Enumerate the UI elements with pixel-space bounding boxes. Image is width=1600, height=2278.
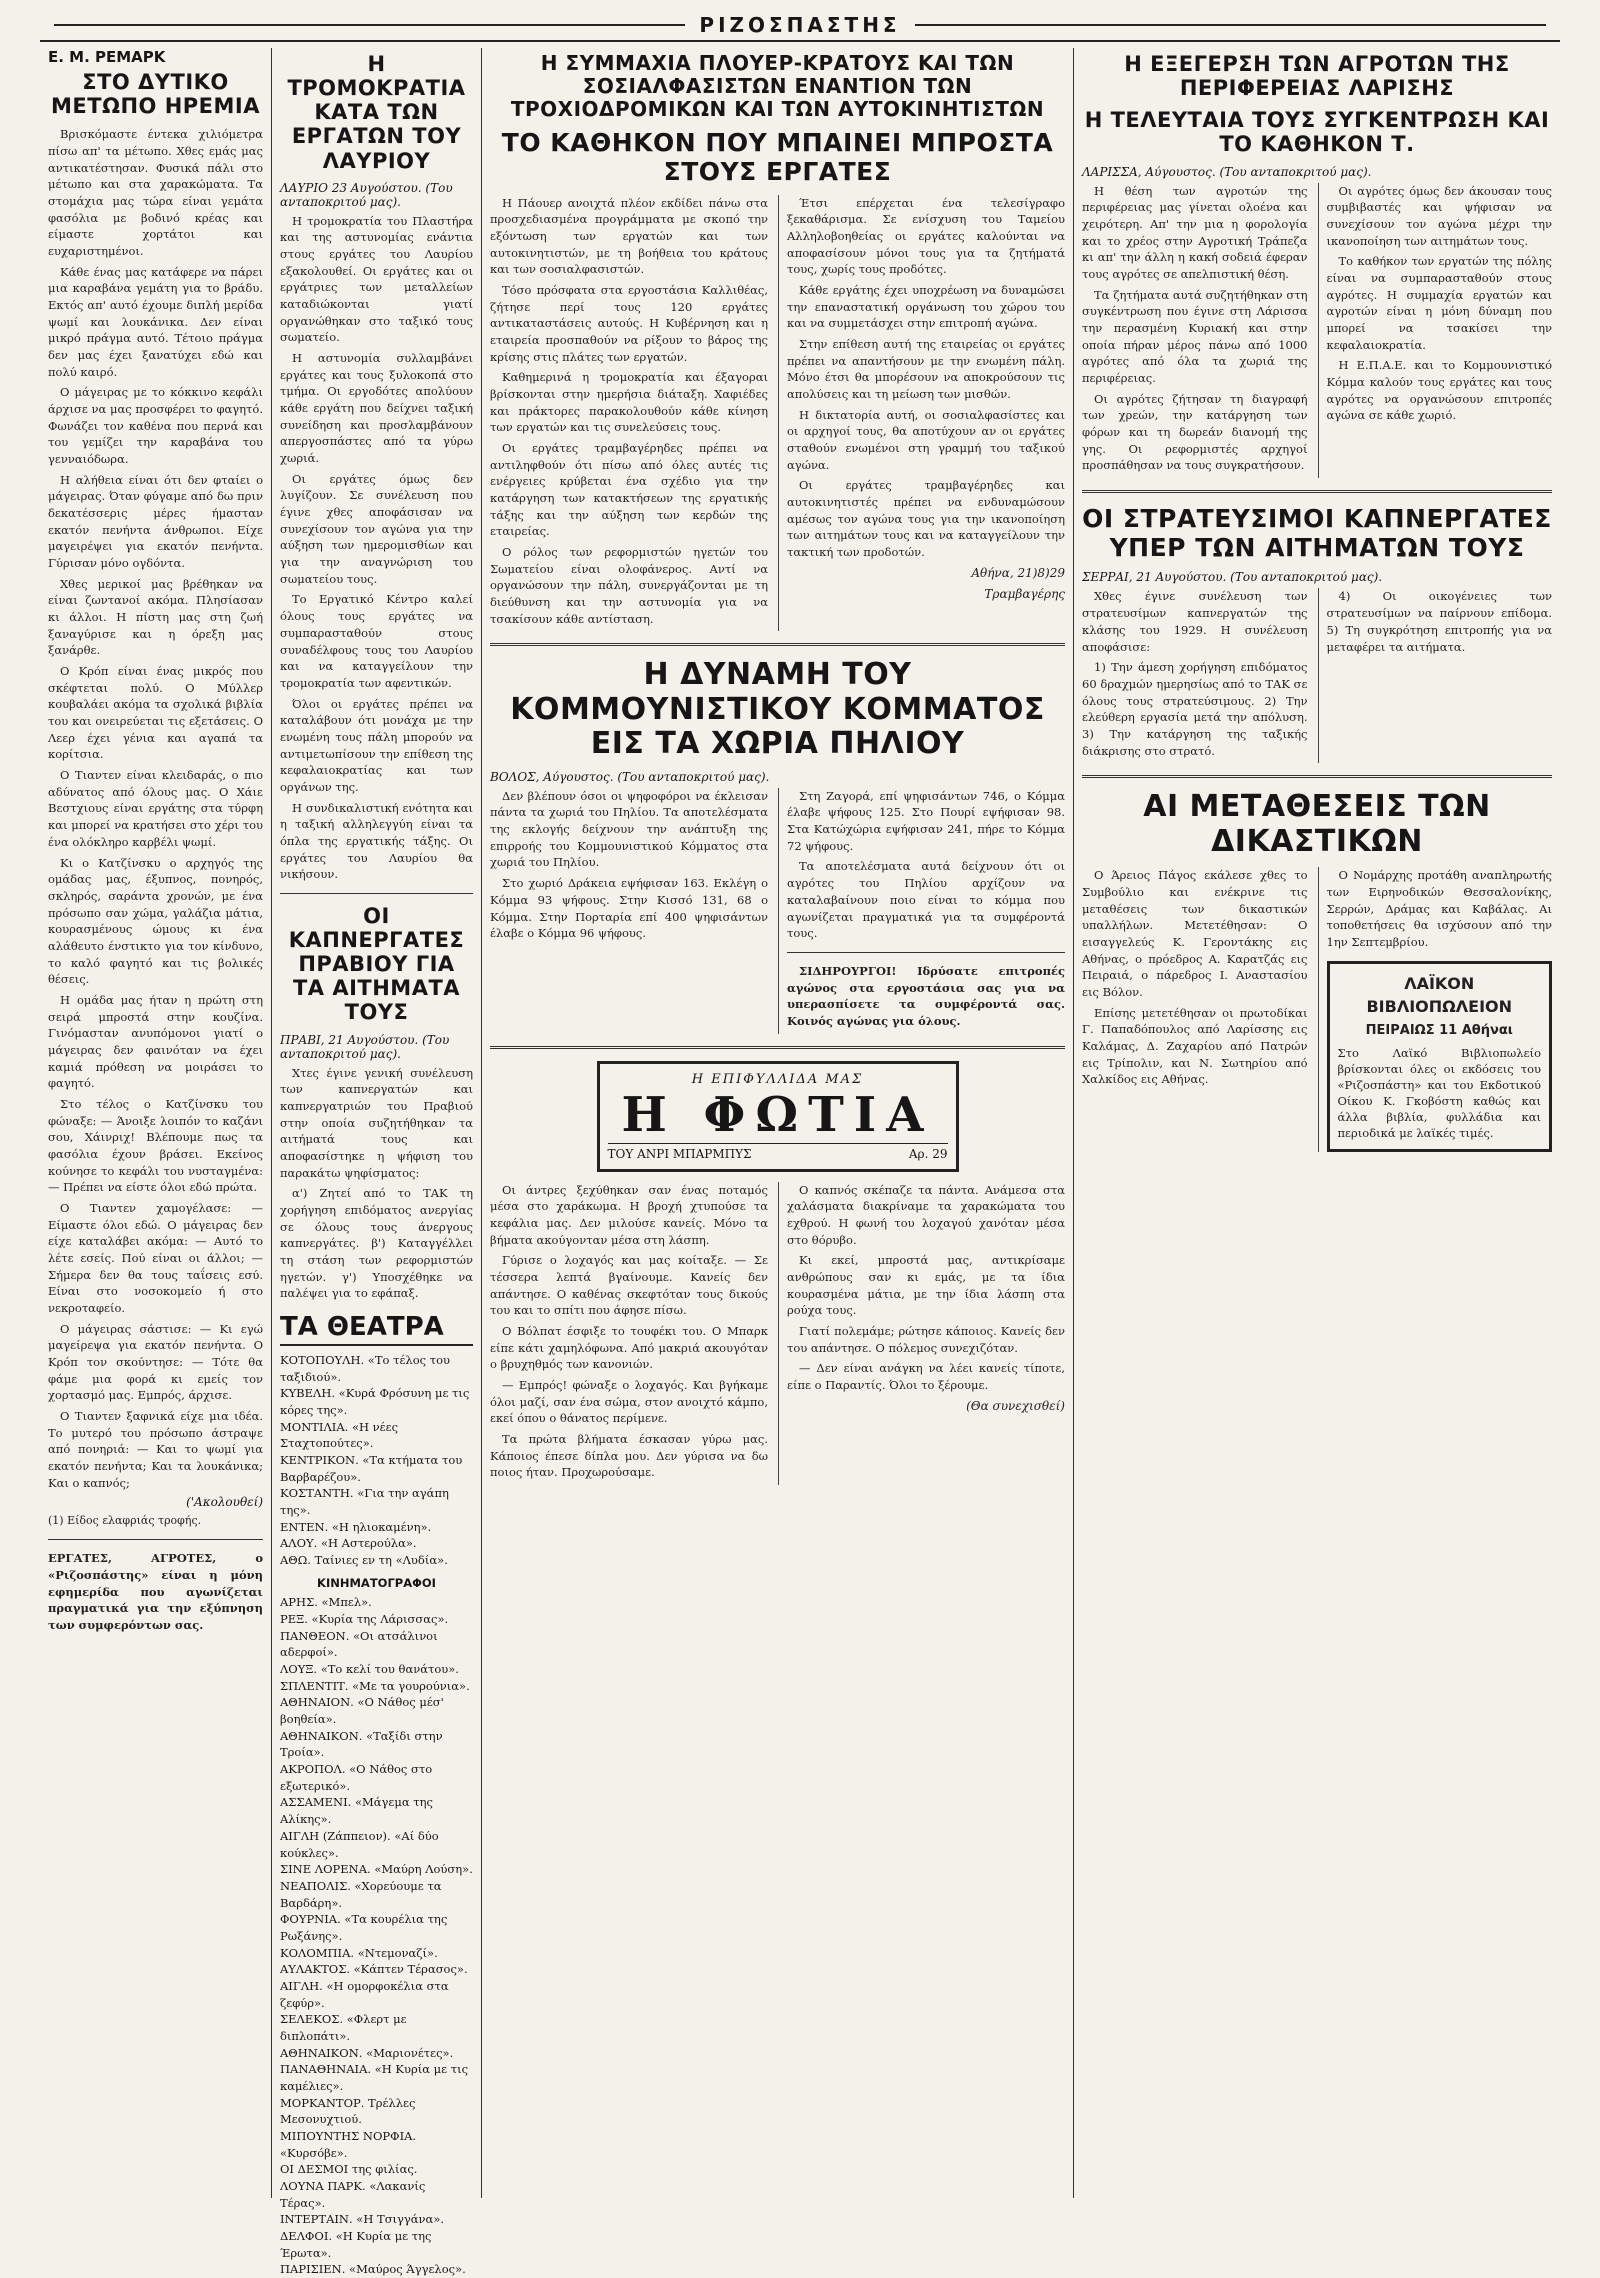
- divider: [490, 1046, 1065, 1049]
- cinema-header: ΚΙΝΗΜΑΤΟΓΡΑΦΟΙ: [317, 1575, 436, 1590]
- masthead-rule-left: [54, 24, 685, 26]
- listing-item: ΚΥΒΕΛΗ. «Κυρά Φρόσυνη με τις κόρες της».: [280, 1386, 470, 1418]
- paragraph: Κι εκεί, μπροστά μας, αντικρίσαμε ανθρώπους σαν κι εμάς, με τα ίδια κουρασμένα μάτια, με την ίδια λάσπη στα ρούχα τους.: [787, 1253, 1065, 1318]
- listing-item: ΜΟΝΤΙΛΙΑ. «Η νέες Σταχτοπούτες».: [280, 1419, 399, 1451]
- paragraph: Η θέση των αγροτών της περιφέρειας μας γίνεται ολοένα και χειρότερη. Απ' την μια η φορολογία και το χρέος στην Αγροτική Τράπεζα κι απ' την άλλη η κακή σοδειά έφεραν τους αγρότες σε απελπιστική θέση.: [1082, 183, 1308, 281]
- paragraph: Στο χωριό Δράκεια εψήφισαν 163. Εκλέγη ο Κόμμα 93 ψήφους. Στην Κισσό 131, 68 ο Κόμμα. Στην Πορταρία επί 400 ψηφισάντων έλαβε ο Κόμμα 96 ψήφους.: [490, 876, 768, 941]
- section-heading: ΤΑ ΘΕΑΤΡΑ: [280, 1312, 473, 1346]
- signature-date: Αθήνα, 21)8)29: [971, 565, 1065, 580]
- listing-item: ΕΝΤΕΝ. «Η ηλιοκαμένη».: [280, 1519, 432, 1534]
- bookshop-ad: [1327, 961, 1553, 1153]
- serial-banner: [597, 1061, 959, 1172]
- listing-item: ΑΚΡΟΠΟΛ. «Ο Νάθος στο εξωτερικό».: [280, 1762, 433, 1793]
- listing-item: ΑΥΛΑΚΤΟΣ. «Κάπτεν Τέρασος».: [280, 1962, 468, 1977]
- paragraph: Στη Ζαγορά, επί ψηφισάντων 746, ο Κόμμα έλαβε ψήφους 125. Στο Πουρί εψήφισαν 98. Στα Κατώχώρια εψήφισαν 241, πήρε το Κόμμα 72 ψήφους.: [787, 788, 1065, 853]
- serial-number: Αρ. 29: [908, 1146, 948, 1161]
- listing-item: ΑΘΗΝΑΙΚΟΝ. «Ταξίδι στην Τροία».: [280, 1728, 443, 1760]
- paragraph: Κι ο Κατζίνσκυ ο αρχηγός της ομάδας μας, έξυπνος, πονηρός, σκληρός, σαράντα χρονών, με ένα πρόσωπο σαν χώμα, γαλάζια μάτια, κουρασμένους ώμους κι ένα αλάθευτο ένστικτο για τον κίνδυνο, το καλό φαγητό και τις βολικές θέσεις.: [48, 855, 263, 987]
- paragraph: Βρισκόμαστε έντεκα χιλιόμετρα πίσω απ' τα μέτωπο. Χθες εμάς μας αντικατέστησαν. Φυσικά πάλι στο μέτωπο και στα χαρακώματα. Τα στομάχια μας τώρα είναι γεμάτα φασόλια με βοδινό κρέας και είμαστε χορτάτοι και ευχαριστημένοι.: [48, 127, 263, 258]
- paragraph: Ο Βόλπατ έσφιξε το τουφέκι του. Ο Μπαρκ είπε κάτι χαμηλόφωνα. Από μακριά ακουγόταν ο βρυχηθμός των κανονιών.: [490, 1323, 768, 1372]
- article-headline: Η ΣΥΜΜΑΧΙΑ ΠΛΟΥΕΡ-ΚΡΑΤΟΥΣ ΚΑΙ ΤΩΝ ΣΟΣΙΑΛΦΑΣΙΣΤΩΝ ΕΝΑΝΤΙΟΝ ΤΩΝ ΤΡΟΧΙΟΔΡΟΜΙΚΩΝ ΚΑΙ ΤΩΝ ΑΥΤΟΚΙΝΗΤΙΣΤΩΝ: [510, 51, 1045, 121]
- paragraph: 1) Την άμεση χορήγηση επιδόματος 60 δραχμών ημερησίως από το ΤΑΚ σε όλους τους στρατεύσιμους. 2) Την ελεύθερη εργασία μετά την απόλυση. 3) Την κατάργηση της ταξικής διάκρισης στο στρατό.: [1082, 660, 1308, 758]
- listing-item: ΠΑΡΙΣΙΕΝ. «Μαύρος Άγγελος».: [280, 2262, 466, 2277]
- paragraph: Οι εργάτες τραμβαγέρηδες και αυτοκινητιστές πρέπει να ενδυναμώσουν αμέσως τον αγώνα τους για την ικανοποίηση των αιτημάτων τους και να καταγγείλουν την τακτική των προδοτών.: [787, 478, 1065, 559]
- article-body: [280, 213, 473, 883]
- listing-item: ΑΘΗΝΑΙΟΝ. «Ο Νάθος μέσ' βοηθεία».: [280, 1695, 444, 1727]
- listing-item: ΑΘΗΝΑΙΚΟΝ. «Μαριονέτες».: [280, 2045, 454, 2060]
- paragraph: Οι εργάτες τραμβαγέρηδες πρέπει να αντιληφθούν ότι πίσω από όλες αυτές τις ενέργειες κρύβεται ένα σχέδιο για την κατάργηση των κατακτήσεων της εργατικής τάξης και την αύξηση των κερδών της εταιρείας.: [490, 440, 768, 539]
- article-body: [280, 1065, 473, 1302]
- continued-note: ('Ακολουθεί): [186, 1495, 263, 1510]
- article-headline: ΑΙ ΜΕΤΑΘΕΣΕΙΣ ΤΩΝ ΔΙΚΑΣΤΙΚΩΝ: [1143, 789, 1491, 859]
- listing-item: ΟΙ ΔΕΣΜΟΙ της φιλίας.: [280, 2162, 418, 2177]
- article-headline: Η ΤΡΟΜΟΚΡΑΤΙΑ ΚΑΤΑ ΤΩΝ ΕΡΓΑΤΩΝ ΤΟΥ ΛΑΥΡΙΟΥ: [287, 52, 466, 173]
- dateline: ΒΟΛΟΣ, Αύγουστος. (Του ανταποκριτού μας).: [490, 769, 770, 784]
- article-headline: Η ΕΞΕΓΕΡΣΗ ΤΩΝ ΑΓΡΟΤΩΝ ΤΗΣ ΠΕΡΙΦΕΡΕΙΑΣ ΛΑΡΙΣΗΣ: [1124, 52, 1510, 101]
- bookshop-body: Στο Λαϊκό Βιβλιοπωλείο βρίσκονται όλες οι εκδόσεις του «Ριζοσπάστη» και του Εκδοτικού Οίκου Κ. Γκοβόστη καθώς και άλλα βιβλία, φυλλάδια και περιοδικά με λαϊκές τιμές.: [1337, 1045, 1541, 1141]
- paragraph: Ο ρόλος των ρεφορμιστών ηγετών του Σωματείου είναι ολοφάνερος. Αντί να οργανώσουν την πάλη, συνεργάζονται με τη διεύθυνση και την αστυνομία για να τσακίσουν κάθε αντίσταση.: [490, 544, 768, 626]
- paragraph: Ο Τιαντεν χαμογέλασε: — Είμαστε όλοι εδώ. Ο μάγειρας δεν είχε καταλάβει ακόμα: — Αυτό το λέτε εσείς. Πού είναι οι άλλοι; — Σήμερα δεν θα τους ταΐσεις εσύ. Είναι στο νοσοκομείο ή στο νεκροταφείο.: [48, 1200, 263, 1315]
- divider: [48, 1539, 263, 1540]
- article-body: [48, 126, 263, 1491]
- notice: ΣΙΔΗΡΟΥΡΓΟΙ! Ιδρύσατε επιτροπές αγώνος στα εργοστάσια σας για να υπερασπίσετε τα συμφέροντά σας. Κοινός αγώνας για όλους.: [787, 963, 1065, 1028]
- paragraph: Ο καπνός σκέπαζε τα πάντα. Ανάμεσα στα χαλάσματα διακρίναμε τα χαρακώματα του εχθρού. Η φωνή του λοχαγού χανόταν μέσα στο θόρυβο.: [787, 1182, 1065, 1247]
- article-headline: ΟΙ ΣΤΡΑΤΕΥΣΙΜΟΙ ΚΑΠΝΕΡΓΑΤΕΣ ΥΠΕΡ ΤΩΝ ΑΙΤΗΜΑΤΩΝ ΤΟΥΣ: [1082, 503, 1552, 562]
- listing-item: ΚΟΣΤΑΝΤΗ. «Για την αγάπη της».: [280, 1486, 449, 1518]
- article-body: [1082, 183, 1552, 478]
- paragraph: Ο Τιαντεν είναι κλειδαράς, ο πιο αδύνατος από όλους μας. Ο Χάιε Βεστχιους είναι εργάτης στα τύρφη και μπορεί να κρατήσει στο χέρι του ένα ολόκληρο καρβέλι ψωμί.: [48, 768, 263, 849]
- article-body: [1082, 867, 1552, 1152]
- paragraph: Χθες έγινε συνέλευση των στρατευσίμων καπνεργατών της κλάσης του 1929. Η συνέλευση αποφάσισε:: [1082, 589, 1308, 654]
- listing-item: ΦΟΥΡΝΙΑ. «Τα κουρέλια της Ρωξάνης».: [280, 1912, 448, 1943]
- paragraph: Η Πάουερ ανοιχτά πλέον εκδίδει πάνω στα προσχεδιασμένα προγράμματα με σκοπό την εξόντωση των εργατών και των αυτοκινητιστών, με τη βοήθεια του κράτους και των σοσιαλφασιστών.: [490, 195, 768, 277]
- paragraph: Χθες μερικοί μας βρέθηκαν να είναι ζωντανοί ακόμα. Πλησίασαν κι άλλοι. Η πίστη μας στη ζωή ξαναγύρισε και η όρεξη μας ξανάρθε.: [48, 576, 263, 658]
- paragraph: Η δικτατορία αυτή, οι σοσιαλφασίστες και οι αρχηγοί τους, θα αποτύχουν αν οι εργάτες σταθούν ενωμένοι στη γραμμή του ταξικού αγώνα.: [787, 407, 1065, 472]
- paragraph: Στο τέλος ο Κατζίνσκυ του φώναξε: — Άνοιξε λοιπόν το καζάνι σου, Χάινριχ! Βλέπουμε πως τα φασόλια έχουν βράσει. Εκείνος κούνησε το κεφάλι του νυσταγμένα: — Πρέπει να είστε όλοι εδώ πρώτα.: [48, 1096, 263, 1195]
- listing-item: ΠΑΝΘΕΟΝ. «Οι ατσάλινοι αδερφοί».: [280, 1628, 438, 1660]
- listing-item: ΛΟΥΞ. «Το κελί του θανάτου».: [280, 1662, 459, 1677]
- paragraph: Επίσης μετετέθησαν οι πρωτοδίκαι Γ. Παπαδόπουλος από Λαρίσσης εις Καλάμας, Δ. Ζαχαρίου από Πατρών εις Τρίπολιν, και Ν. Σωτηρίου από Χαλκίδος εις Αθήνας.: [1082, 1005, 1308, 1087]
- listing-item: ΠΑΝΑΘΗΝΑΙΑ. «Η Κυρία με τις καμέλιες».: [280, 2062, 469, 2093]
- divider: [490, 643, 1065, 646]
- paragraph: Η τρομοκρατία του Πλαστήρα και της αστυνομίας ενάντια στους εργάτες του Λαυρίου εξακολουθεί. Οι εργάτες και οι εργάτριες των μεταλλείων καταδιώκονται γιατί οργανώθηκαν στο ταξικό τους σωματείο.: [280, 213, 473, 345]
- footnote: (1) Είδος ελαφριάς τροφής.: [48, 1514, 202, 1528]
- listing-item: ΑΛΟΥ. «Η Αστερούλα».: [280, 1536, 417, 1551]
- divider: [1082, 775, 1552, 778]
- serial-author: ΤΟΥ ΑΝΡΙ ΜΠΑΡΜΠΥΣ: [607, 1146, 752, 1161]
- column-2: [272, 48, 482, 2277]
- paragraph: Ο μάγειρας σάστισε: — Κι εγώ μαγείρεψα για εκατόν πενήντα. Ο Κρόπ τον σκούντησε: — Τότε θα φάμε μια φορά κι εμείς τον χορτασμό μας. Εμπρός, άρχισε.: [48, 1321, 263, 1403]
- listing-item: ΙΝΤΕΡΤΑΙΝ. «Η Τσιγγάνα».: [280, 2212, 445, 2227]
- paragraph: Το καθήκον των εργατών της πόλης είναι να συμπαρασταθούν στους αγρότες. Η συμμαχία εργατών και αγροτών είναι η μόνη δύναμη που μπορεί να τσακίσει την κεφαλαιοκρατία.: [1326, 254, 1552, 352]
- listing-item: ΚΕΝΤΡΙΚΟΝ. «Τα κτήματα του Βαρβαρέζου».: [280, 1453, 463, 1484]
- listing-item: ΑΣΣΑΜΕΝΙ. «Μάγεμα της Αλίκης».: [280, 1795, 433, 1827]
- listing-item: ΑΙΓΛΗ. «Η ομορφοκέλια στα ζεφύρ».: [280, 1978, 449, 2010]
- divider: [787, 952, 1065, 953]
- paragraph: Τα πρώτα βλήματα έσκασαν γύρω μας. Κάποιος έπεσε δίπλα μου. Δεν γύρισα να δω ποιος ήταν. Προχωρούσαμε.: [490, 1431, 768, 1480]
- paragraph: Ο Νομάρχης προτάθη αναπληρωτής των Ειρηνοδικών Θεσσαλονίκης, Σερρών, Δράμας και Καβάλας. Αι τοποθετήσεις θα ισχύσουν από την 1ην Σεπτεμβρίου.: [1326, 868, 1552, 949]
- paragraph: Οι εργάτες όμως δεν λυγίζουν. Σε συνέλευση που έγινε χθες αποφάσισαν να συνεχίσουν τον αγώνα για την αύξηση των ημερομισθίων και για την αναγνώριση του σωματείου τους.: [280, 471, 473, 586]
- column-1: [40, 48, 272, 2198]
- listing-item: ΑΘΩ. Ταίνιες εν τη «Λυδία».: [280, 1553, 448, 1568]
- listing-item: ΣΠΛΕΝΤΙΤ. «Με τα γουρούνια».: [280, 1678, 470, 1693]
- notice: ΕΡΓΑΤΕΣ, ΑΓΡΟΤΕΣ, ο «Ριζοσπάστης» είναι η μόνη εφημερίδα που αγωνίζεται πραγματικά για την εξύπνηση των συμφερόντων σας.: [48, 1551, 263, 1632]
- paragraph: Το Εργατικό Κέντρο καλεί όλους τους εργάτες να συμπαρασταθούν στους συναδέλφους τους του Λαυρίου και να καταγγείλουν την τρομοκρατία των αφεντικών.: [280, 592, 473, 690]
- divider: [280, 893, 473, 894]
- article-body: [490, 195, 1065, 632]
- bookshop-title: ΛΑΪΚΟΝ ΒΙΒΛΙΟΠΩΛΕΙΟΝ: [1366, 973, 1513, 1016]
- dateline: ΛΑΥΡΙΟ 23 Αυγούστου. (Του ανταποκριτού μας).: [280, 180, 453, 209]
- listing-item: ΑΙΓΛΗ (Ζάππειον). «Αί δύο κούκλες».: [280, 1828, 439, 1860]
- paragraph: 4) Οι οικογένειες των στρατευσίμων να παίρνουν επίδομα. 5) Τη συγκρότηση επιτροπής για να μεταφέρει τα αιτήματα.: [1326, 589, 1552, 654]
- article-body: [1082, 588, 1552, 763]
- listing-item: ΜΙΠΟΥΝΤΗΣ ΝΟΡΦΙΑ. «Κυρσόβε».: [280, 2128, 417, 2160]
- paragraph: Κάθε εργάτης έχει υποχρέωση να δυναμώσει την επαναστατική οργάνωση του χώρου του και να συμμετάσχει στην επιτροπή αγώνα.: [787, 282, 1065, 331]
- serial-body: [490, 1182, 1065, 1485]
- article-subheadline: Η ΤΕΛΕΥΤΑΙΑ ΤΟΥΣ ΣΥΓΚΕΝΤΡΩΣΗ ΚΑΙ ΤΟ ΚΑΘΗΚΟΝ Τ.: [1084, 108, 1550, 157]
- column-3: [482, 48, 1074, 2198]
- dateline: ΠΡΑΒΙ, 21 Αυγούστου. (Του ανταποκριτού μας).: [280, 1032, 450, 1061]
- listing-item: ΝΕΑΠΟΛΙΣ. «Χορεύουμε τα Βαρδάρη».: [280, 1878, 442, 1910]
- paragraph: Δεν βλέπουν όσοι οι ψηφοφόροι να έκλεισαν πάντα τα χωριά του Πηλίου. Τα αποτελέσματα της εκλογής δείχνουν την ανάπτυξη της επιρροής του Κομμουνιστικού Κόμματος στα χωριά του Πηλίου.: [490, 788, 768, 870]
- newspaper-title: ΡΙΖΟΣΠΑΣΤΗΣ: [699, 13, 901, 37]
- paragraph: Η συνδικαλιστική ενότητα και η ταξική αλληλεγγύη είναι τα όπλα της εργατικής τάξης. Οι εργάτες του Λαυρίου θα νικήσουν.: [280, 800, 473, 882]
- paragraph: — Εμπρός! φώναξε ο λοχαγός. Και βγήκαμε όλοι μαζί, σαν ένα σώμα, στον ανοιχτό κάμπο, εκεί όπου ο θάνατος περίμενε.: [490, 1377, 768, 1426]
- listing-item: ΣΙΝΕ ΛΟΡΕΝΑ. «Μαύρη Λούση».: [280, 1862, 473, 1877]
- serial-title: Η ΦΩΤΙΑ: [621, 1086, 934, 1143]
- listing-item: ΚΟΛΟΜΠΙΑ. «Ντεμοναζί».: [280, 1945, 438, 1960]
- paragraph: α') Ζητεί από το ΤΑΚ τη χορήγηση επιδόματος ανεργίας σε όλους τους άνεργους καπνεργάτες. β') Καταγγέλλει τη στάση των ρεφορμιστών ηγετών. γ') Υποσχέθηκε να παλέψει για το εφάπαξ.: [280, 1186, 473, 1301]
- paragraph: Καθημερινά η τρομοκρατία και έξαγοραι βρίσκονται στην ημερήσια διάταξη. Χαφιέδες και πράκτορες παρακολουθούν κάθε κίνηση των εργατών και τις συνελεύσεις τους.: [490, 370, 768, 435]
- article-subheadline: ΤΟ ΚΑΘΗΚΟΝ ΠΟΥ ΜΠΑΙΝΕΙ ΜΠΡΟΣΤΑ ΣΤΟΥΣ ΕΡΓΑΤΕΣ: [501, 128, 1054, 186]
- paragraph: Χτες έγινε γενική συνέλευση των καπνεργατών και καπνεργατριών του Πραβιού στην οποία συζητήθηκαν τα αιτήματά τους και αποφασίστηκε η ψήφιση του παρακάτω ψηφίσματος:: [280, 1065, 473, 1180]
- paragraph: Στην επίθεση αυτή της εταιρείας οι εργάτες πρέπει να απαντήσουν με την ενωμένη πάλη. Μόνο έτσι θα μπορέσουν να αποκρούσουν τις απολύσεις και τη μείωση των μισθών.: [787, 336, 1065, 401]
- paragraph: Η αλήθεια είναι ότι δεν φταίει ο μάγειρας. Όταν φύγαμε από δω πριν δεκατέσσερις μέρες ήμασταν εκατόν πενήντα άνθρωποι. Είχε μαγειρέψει για εκατόν πενήντα. Γύρισαν μόνο ογδόντα.: [48, 472, 263, 571]
- paragraph: Τα αποτελέσματα αυτά δείχνουν ότι οι αγρότες του Πηλίου αρχίζουν να καταλαβαίνουν ποιο είναι το κόμμα που αγωνίζεται πραγματικά για τα συμφέροντά τους.: [787, 859, 1065, 941]
- paragraph: Τα ζητήματα αυτά συζητήθηκαν στη συγκέντρωση που έγινε στη Λάρισσα την περασμένη Κυριακή και στην οποία πήραν μέρος πάνω από 1000 αγρότες από όλα τα χωριά της περιφέρειας.: [1082, 287, 1308, 385]
- paragraph: Έτσι επέρχεται ένα τελεσίγραφο ξεκαθάρισμα. Σε ενίσχυση του Ταμείου Αλληλοβοηθείας οι εργάτες καλούνται να αποφασίσουν μόνοι τους για τα ζητήματά τους, χωρίς τους προδότες.: [787, 195, 1065, 277]
- dateline: ΣΕΡΡΑΙ, 21 Αυγούστου. (Του ανταποκριτού μας).: [1082, 570, 1383, 585]
- paragraph: Ο Άρειος Πάγος εκάλεσε χθες το Συμβούλιο και ενέκρινε τις μεταθέσεις των δικαστικών υπαλλήλων. Μετετέθησαν: Ο εισαγγελεύς Κ. Γεροντάκης εις Αθήνας, ο πρόεδρος Α. Καρατζάς εις Πειραιά, ο πάρεδρος Ι. Αναστασίου εις Βόλον.: [1082, 868, 1308, 999]
- serial-header: Η ΕΠΙΦΥΛΛΙΔΑ ΜΑΣ: [691, 1071, 864, 1087]
- article-byline: Ε. Μ. ΡΕΜΑΡΚ: [48, 48, 166, 66]
- paragraph: Η Ε.Π.Α.Ε. και το Κομμουνιστικό Κόμμα καλούν τους εργάτες και τους αγρότες να οργανώσουν επιτροπές αγώνα σε κάθε χωριό.: [1326, 358, 1552, 423]
- paragraph: Κάθε ένας μας κατάφερε να πάρει μια καραβάνα γεμάτη για το βράδυ. Εκτός απ' αυτό έχουμε διπλή μερίδα ψωμί και λουκάνικα. Δεν είναι μικρό πράγμα αυτό. Τέτοιο πράγμα δεν μας έχει ξανατύχει εδώ και πολύ καιρό.: [48, 264, 263, 379]
- column-4: [1074, 48, 1560, 2198]
- paragraph: Η αστυνομία συλλαμβάνει εργάτες και τους ξυλοκοπά στο τμήμα. Οι εργοδότες απολύουν κάθε εργάτη που δείχνει ταξική συνείδηση και προσλαμβάνουν απεργοσπάστες από τα γύρω χωριά.: [280, 351, 473, 466]
- paragraph: Ο μάγειρας με το κόκκινο κεφάλι άρχισε να μας προσφέρει το φαγητό. Φωνάζει τον καθένα που περνά και του γεμίζει την καραβάνα του γενναιόδωρα.: [48, 385, 263, 467]
- article-headline: Η ΔΥΝΑΜΗ ΤΟΥ ΚΟΜΜΟΥΝΙΣΤΙΚΟΥ ΚΟΜΜΑΤΟΣ ΕΙΣ ΤΑ ΧΩΡΙΑ ΠΗΛΙΟΥ: [510, 657, 1045, 762]
- article-headline: ΟΙ ΚΑΠΝΕΡΓΑΤΕΣ ΠΡΑΒΙΟΥ ΓΙΑ ΤΑ ΑΙΤΗΜΑΤΑ ΤΟΥΣ: [288, 903, 465, 1025]
- dateline: ΛΑΡΙΣΣΑ, Αύγουστος. (Του ανταποκριτού μας).: [1082, 164, 1372, 179]
- listing-item: ΚΟΤΟΠΟΥΛΗ. «Το τέλος του ταξιδιού».: [280, 1353, 451, 1384]
- bookshop-address: ΠΕΙΡΑΙΩΣ 11 Αθήναι: [1365, 1022, 1513, 1038]
- paragraph: Γιατί πολεμάμε; ρώτησε κάποιος. Κανείς δεν του απάντησε. Ο πόλεμος συνεχιζόταν.: [787, 1323, 1065, 1355]
- paragraph: Ο Τιαντεν ξαφνικά είχε μια ιδέα. Το μυτερό του πρόσωπο άστραψε από πονηριά: — Και το ψωμί για εκατόν πενήντα; Και τα λουκάνικα; Και ο καπνός;: [48, 1409, 263, 1490]
- masthead-rule-right: [915, 24, 1546, 26]
- article-body: [490, 788, 1065, 1034]
- paragraph: Η ομάδα μας ήταν η πρώτη στη σειρά μπροστά στην κουζίνα. Γινόμασταν ανυπόμονοι γιατί ο μάγειρας δεν φαινόταν να έχει καμιά πρόθεση να μοιράσει το φαγητό.: [48, 992, 263, 1091]
- divider: [1082, 490, 1552, 493]
- listing-item: ΔΕΛΦΟΙ. «Η Κυρία με της Έρωτα».: [280, 2228, 432, 2260]
- masthead: [40, 10, 1560, 42]
- paragraph: Οι άντρες ξεχύθηκαν σαν ένας ποταμός μέσα στο χαράκωμα. Η βροχή χτυπούσε τα κεφάλια μας. Δεν μιλούσε κανείς. Μόνο τα βήματα ακούγονταν μέσα στη λάσπη.: [490, 1182, 768, 1247]
- cinema-listing: [280, 1594, 473, 2278]
- listing-item: ΛΟΥΝΑ ΠΑΡΚ. «Λακανίς Τέρας».: [280, 2178, 426, 2210]
- paragraph: Γύρισε ο λοχαγός και μας κοίταξε. — Σε τέσσερα λεπτά βγαίνουμε. Κανείς δεν απάντησε. Ο καθένας σκεφτόταν τους δικούς του και το σπίτι που άφησε πίσω.: [490, 1253, 768, 1318]
- paragraph: Τόσο πρόσφατα στα εργοστάσια Καλλιθέας, ζήτησε περί τους 120 εργάτες αντικαταστάσεις αυτούς. Η Κυβέρνηση και η εταιρεία προσπαθούν να ρίξουν το βάρος της κρίσης στις πλάτες των εργατών.: [490, 282, 768, 364]
- paragraph: Οι αγρότες ζήτησαν τη διαγραφή των χρεών, την κατάργηση των φόρων και τη δωρεάν διανομή της γης. Οι ρεφορμιστές αρχηγοί προσπάθησαν να τους συγκρατήσουν.: [1082, 391, 1308, 473]
- listing-item: ΡΕΞ. «Κυρία της Λάρισσας».: [280, 1612, 449, 1627]
- paragraph: Ο Κρόπ είναι ένας μικρός που σκέφτεται πολύ. Ο Μύλλερ κουβαλάει ακόμα τα σχολικά βιβλία του και ονειρεύεται τις εξετάσεις. Ο Λεερ έχει γένια και αγαπά τα κορίτσια.: [48, 664, 263, 762]
- listing-item: ΜΟΡΚΑΝΤΟΡ. Τρέλλες Μεσονυχτιού.: [280, 2095, 416, 2127]
- paragraph: Όλοι οι εργάτες πρέπει να καταλάβουν ότι μονάχα με την ενωμένη τους πάλη μπορούν να αντιμετωπίσουν την επίθεση της κεφαλαιοκρατίας και των οργάνων της.: [280, 696, 473, 794]
- continued-note: (Θα συνεχισθεί): [966, 1398, 1065, 1413]
- theatre-listing: [280, 1352, 473, 1569]
- signature: Τραμβαγέρης: [984, 587, 1065, 601]
- paragraph: — Δεν είναι ανάγκη να λέει κανείς τίποτε, είπε ο Παραντίς. Όλοι το ξέρουμε.: [787, 1361, 1065, 1392]
- listing-item: ΣΕΛΕΚΟΣ. «Φλερτ με διπλοπάτι».: [280, 2012, 407, 2043]
- article-headline: ΣΤΟ ΔΥΤΙΚΟ ΜΕΤΩΠΟ ΗΡΕΜΙΑ: [51, 70, 260, 119]
- paragraph: Οι αγρότες όμως δεν άκουσαν τους συμβιβαστές και ψήφισαν να συνεχίσουν τον αγώνα μέχρι την ικανοποίηση των αιτημάτων τους.: [1326, 183, 1552, 248]
- listing-item: ΑΡΗΣ. «Μπελ».: [280, 1595, 372, 1610]
